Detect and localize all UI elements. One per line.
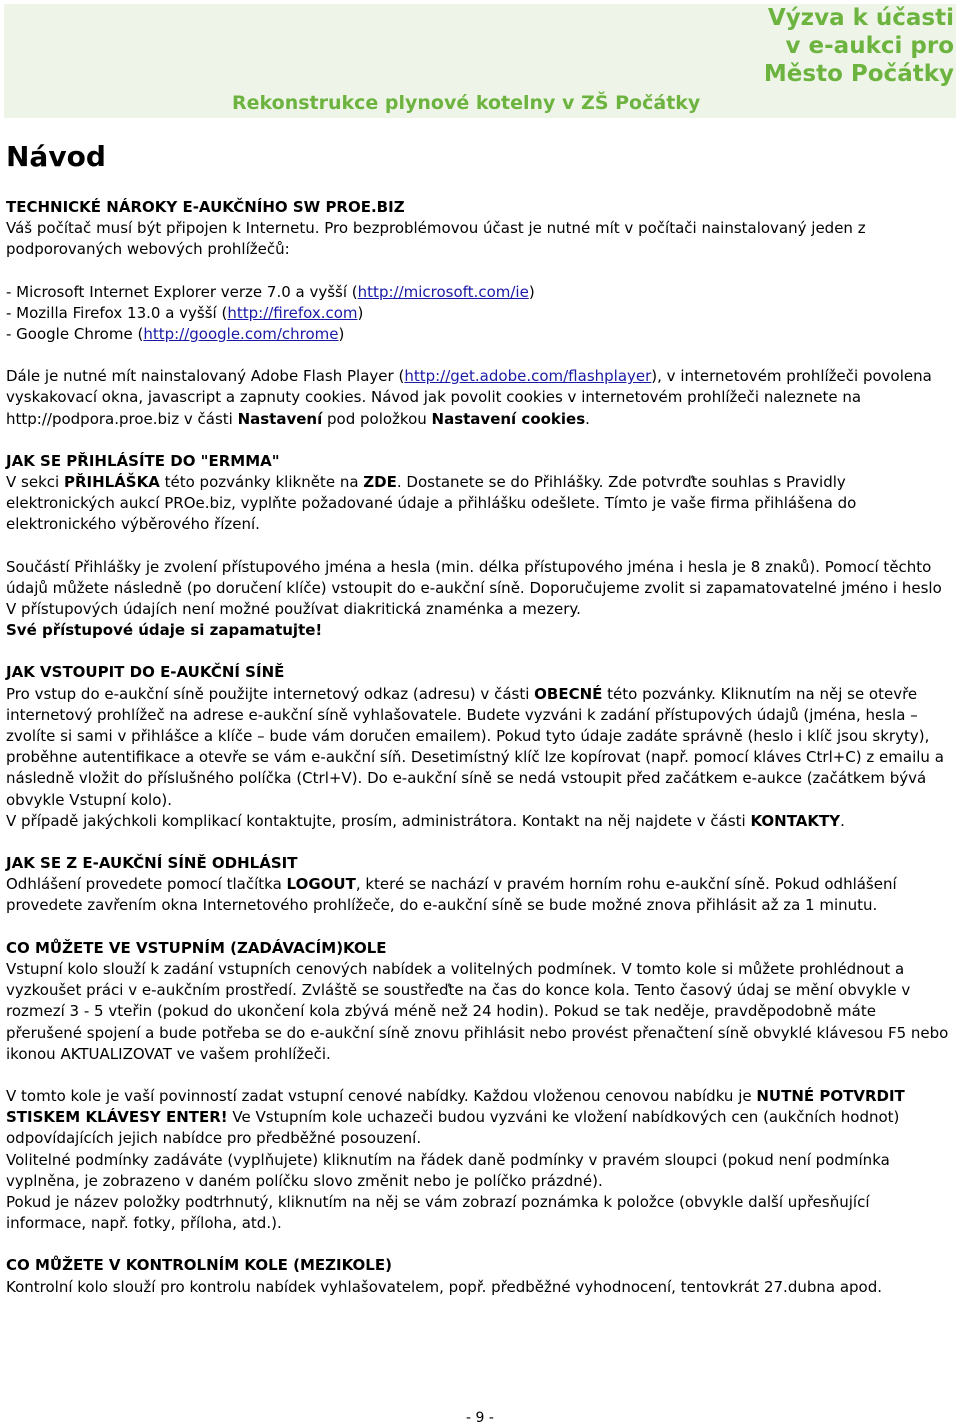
link-firefox[interactable]: http://firefox.com bbox=[227, 303, 358, 322]
login-paragraph-1: V sekci PŘIHLÁŠKA této pozvánky klikněte na ZDE. Dostanete se do Přihlášky. Zde potvrďte souhlas s Pravidly elektronických aukcí PROe.biz, vyplňte požadované údaje a přihlášku odešlete. Tímto je vaše firma přihlášena do elektronického výběrového řízení. bbox=[6, 473, 857, 534]
document-subtitle: Rekonstrukce plynové kotelny v ZŠ Počátky bbox=[232, 92, 701, 114]
link-google-chrome[interactable]: http://google.com/chrome bbox=[143, 325, 339, 344]
entry-round-paragraph-4: Pokud je název položky podtrhnutý, kliknutím na něj se vám zobrazí poznámka k položce (obvykle další upřesňující informace, např. fotky, příloha, atd.). bbox=[6, 1192, 870, 1233]
invitation-title-line-3: Město Počátky bbox=[763, 61, 954, 87]
section-title-tech: TECHNICKÉ NÁROKY E-AUKČNÍHO SW PROE.BIZ bbox=[6, 198, 405, 216]
section-title-login: JAK SE PŘIHLÁSÍTE DO "ERMMA" bbox=[6, 451, 280, 470]
enter-paragraph-2: V případě jakýchkoli komplikací kontaktujte, prosím, administrátora. Kontakt na něj najdete v části KONTAKTY. bbox=[6, 811, 845, 830]
logout-paragraph: Odhlášení provedete pomocí tlačítka LOGOUT, které se nachází v pravém horním rohu e-aukční síně. Pokud odhlášení provedete zavřením okna Internetového prohlížeče, do e-aukční síně se bude možné znova přihlásit až za 1 minutu. bbox=[6, 875, 897, 915]
entry-round-paragraph-3: Volitelné podmínky zadáváte (vyplňujete) kliknutím na řádek daně podmínky v pravém sloupci (pokud není podmínka vyplněna, je zobrazeno v daném políčku slovo změnit nebo je políčko prázdné). bbox=[6, 1150, 890, 1190]
enter-paragraph-1: Pro vstup do e-aukční síně použijte internetový odkaz (adresu) v části OBECNÉ této pozvánky. Kliknutím na něj se otevře internetový prohlížeč na adrese e-aukční síně vyhlašovatele. Budete vyzváni k zadání přístupových údajů (jména, hesla – zvolíte si sami v přihlášce a klíče – bude vám doručen emailem). Pokud tyto údaje zadáte správně (heslo i klíč jsou skryty), proběhne autentifikace a otevře se vám e-aukční síň. Desetimístný klíč lze kopírovat (např. pomocí kláves Ctrl+C) z emailu a následně vložit do příslušného políčka (Ctrl+V). Do e-aukční síně se nedá vstoupit před začátkem e-aukce (začátkem bývá obvykle Vstupní kolo). bbox=[6, 684, 944, 809]
login-remember-note: Své přístupové údaje si zapamatujte! bbox=[6, 621, 323, 640]
flash-paragraph: Dále je nutné mít nainstalovaný Adobe Flash Player (http://get.adobe.com/flashplayer), v internetovém prohlížeči povolena vyskakovací okna, javascript a zapnuty cookies. Návod jak povolit cookies v internetovém prohlížeči naleznete na http://podpora.proe.biz v části Nastavení pod položkou Nastavení cookies. bbox=[6, 367, 932, 428]
section-title-entry-round: CO MŮŽETE VE VSTUPNÍM (ZADÁVACÍM)KOLE bbox=[6, 938, 387, 957]
section-title-enter: JAK VSTOUPIT DO E-AUKČNÍ SÍNĚ bbox=[6, 663, 285, 682]
invitation-title bbox=[764, 4, 954, 88]
page-title: Návod bbox=[6, 140, 106, 173]
browser-item-chrome: - Google Chrome (http://google.com/chrome) bbox=[6, 325, 345, 344]
browser-item-firefox: - Mozilla Firefox 13.0 a vyšší (http://firefox.com) bbox=[6, 303, 364, 322]
page-number: - 9 - bbox=[466, 1410, 494, 1426]
instructions-body bbox=[6, 197, 950, 1298]
browser-item-ie: - Microsoft Internet Explorer verze 7.0 a vyšší (http://microsoft.com/ie) bbox=[6, 282, 535, 301]
link-microsoft-ie[interactable]: http://microsoft.com/ie bbox=[357, 282, 529, 301]
entry-round-paragraph-2: V tomto kole je vaší povinností zadat vstupní cenové nabídky. Každou vloženou cenovou nabídku je NUTNÉ POTVRDIT STISKEM KLÁVESY ENTER! Ve Vstupním kole uchazeči budou vyzváni ke vložení nabídkových cen (aukčních hodnot) odpovídajících jejich nabídce pro předběžné posouzení. bbox=[6, 1086, 905, 1148]
tech-intro: Váš počítač musí být připojen k Internetu. Pro bezproblémovou účast je nutné mít v počítači nainstalovaný jeden z podporovaných webových prohlížečů: bbox=[6, 219, 866, 259]
invitation-title-line-2: v e-aukci pro bbox=[785, 33, 954, 59]
login-paragraph-2: Součástí Přihlášky je zvolení přístupového jména a hesla (min. délka přístupového jména i hesla je 8 znaků). Pomocí těchto údajů můžete následně (po doručení klíče) vstoupit do e-aukční síně. Doporučujeme zvolit si zapamatovatelné jméno i heslo V přístupových údajích není možné používat diakritická znaménka a mezery. bbox=[6, 557, 942, 619]
section-title-logout: JAK SE Z E-AUKČNÍ SÍNĚ ODHLÁSIT bbox=[6, 854, 298, 873]
link-flashplayer[interactable]: http://get.adobe.com/flashplayer bbox=[404, 367, 652, 386]
section-title-control-round: CO MŮŽETE V KONTROLNÍM KOLE (MEZIKOLE) bbox=[6, 1256, 392, 1275]
invitation-title-line-1: Výzva k účasti bbox=[767, 5, 954, 31]
control-round-paragraph: Kontrolní kolo slouží pro kontrolu nabídek vyhlašovatelem, popř. předběžné vyhodnocení, tentovkrát 27.dubna apod. bbox=[6, 1277, 883, 1296]
entry-round-paragraph-1: Vstupní kolo slouží k zadání vstupních cenových nabídek a volitelných podmínek. V tomto kole si můžete prohlédnout a vyzkoušet práci v e-aukčním prostředí. Zvláště se soustřeďte na čas do konce kola. Tento časový údaj se mění obvykle v rozmezí 3 - 5 vteřin (pokud do ukončení kola zbývá méně než 24 hodin). Pokud se tak neděje, pravděpodobně máte přerušené spojení a bude potřeba se do e-aukční síně znovu přihlásit nebo provést přenačtení síně obvyklé klávesou F5 nebo ikonou AKTUALIZOVAT ve vašem prohlížeči. bbox=[6, 959, 949, 1063]
